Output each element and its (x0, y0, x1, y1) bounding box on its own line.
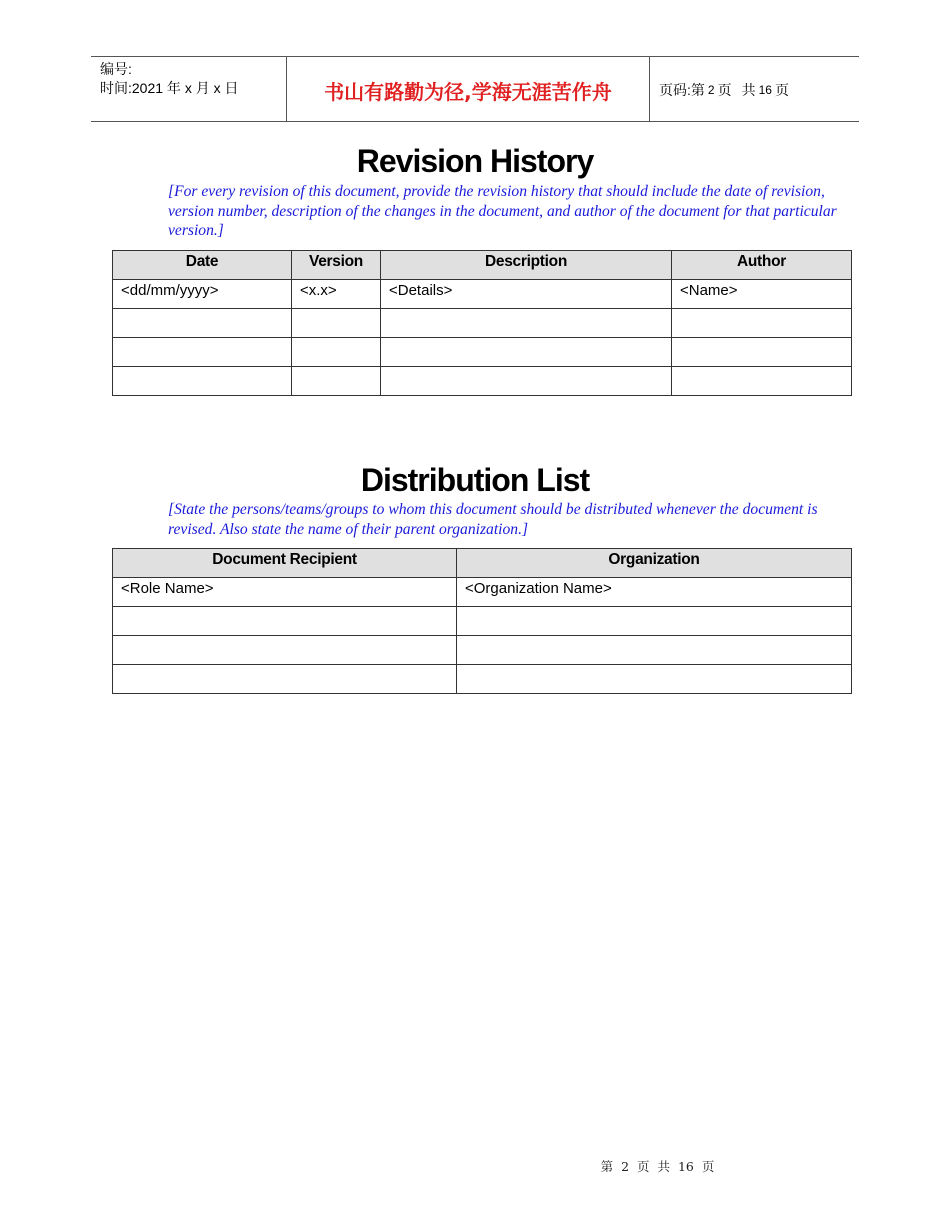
page-header (91, 56, 859, 122)
document-date-label: 时间:2021 年 x 月 x 日 (100, 80, 239, 96)
page-suffix: 页 (774, 82, 789, 98)
table-row (113, 665, 852, 694)
revision-history-table (112, 250, 852, 396)
table-row (113, 636, 852, 665)
column-header-description: Description (381, 251, 672, 280)
cell-recipient: <Role Name> (113, 578, 457, 607)
page-current: 2 (707, 83, 715, 97)
table-row (113, 309, 852, 338)
cell-date: <dd/mm/yyyy> (113, 280, 292, 309)
cell-recipient (113, 607, 457, 636)
column-header-version: Version (292, 251, 381, 280)
table-header-row (113, 549, 852, 578)
cell-version: <x.x> (292, 280, 381, 309)
distribution-list-title: Distribution List (360, 462, 590, 498)
cell-version (292, 338, 381, 367)
cell-description (381, 309, 672, 338)
table-row (113, 578, 852, 607)
table-header-row (113, 251, 852, 280)
revision-history-title: Revision History (356, 143, 594, 179)
cell-date (113, 309, 292, 338)
cell-version (292, 367, 381, 396)
cell-organization (457, 607, 852, 636)
page-total-prefix: 共 (741, 82, 756, 98)
cell-author (672, 309, 852, 338)
column-header-author: Author (672, 251, 852, 280)
distribution-list-table (112, 548, 852, 694)
cell-author: <Name> (672, 280, 852, 309)
page-mid: 页 (717, 82, 732, 98)
column-header-date: Date (113, 251, 292, 280)
cell-date (113, 367, 292, 396)
table-row (113, 607, 852, 636)
cell-description: <Details> (381, 280, 672, 309)
distribution-list-instructions: [State the persons/teams/groups to whom this document should be distributed whenever the document is revised. Also state the name of their parent organization.] (168, 501, 818, 538)
table-row (113, 280, 852, 309)
table-row (113, 338, 852, 367)
cell-date (113, 338, 292, 367)
header-meta-cell (91, 57, 287, 121)
header-motto: 书山有路勤为径,学海无涯苦作舟 (287, 57, 650, 121)
cell-author (672, 338, 852, 367)
cell-organization (457, 665, 852, 694)
page-prefix: 页码:第 (659, 82, 705, 98)
cell-author (672, 367, 852, 396)
cell-description (381, 367, 672, 396)
cell-organization: <Organization Name> (457, 578, 852, 607)
cell-organization (457, 636, 852, 665)
cell-description (381, 338, 672, 367)
header-page-indicator (650, 57, 859, 121)
revision-history-instructions: [For every revision of this document, provide the revision history that should include the date of revision, version number, description of the changes in the document, and author of the document for that particular version.] (168, 183, 837, 239)
cell-recipient (113, 636, 457, 665)
document-number-label: 编号: (100, 61, 132, 77)
column-header-organization: Organization (457, 549, 852, 578)
column-header-recipient: Document Recipient (113, 549, 457, 578)
cell-version (292, 309, 381, 338)
table-row (113, 367, 852, 396)
page-footer: 第 2 页 共 16 页 (600, 1159, 715, 1174)
page-total: 16 (758, 83, 772, 97)
cell-recipient (113, 665, 457, 694)
